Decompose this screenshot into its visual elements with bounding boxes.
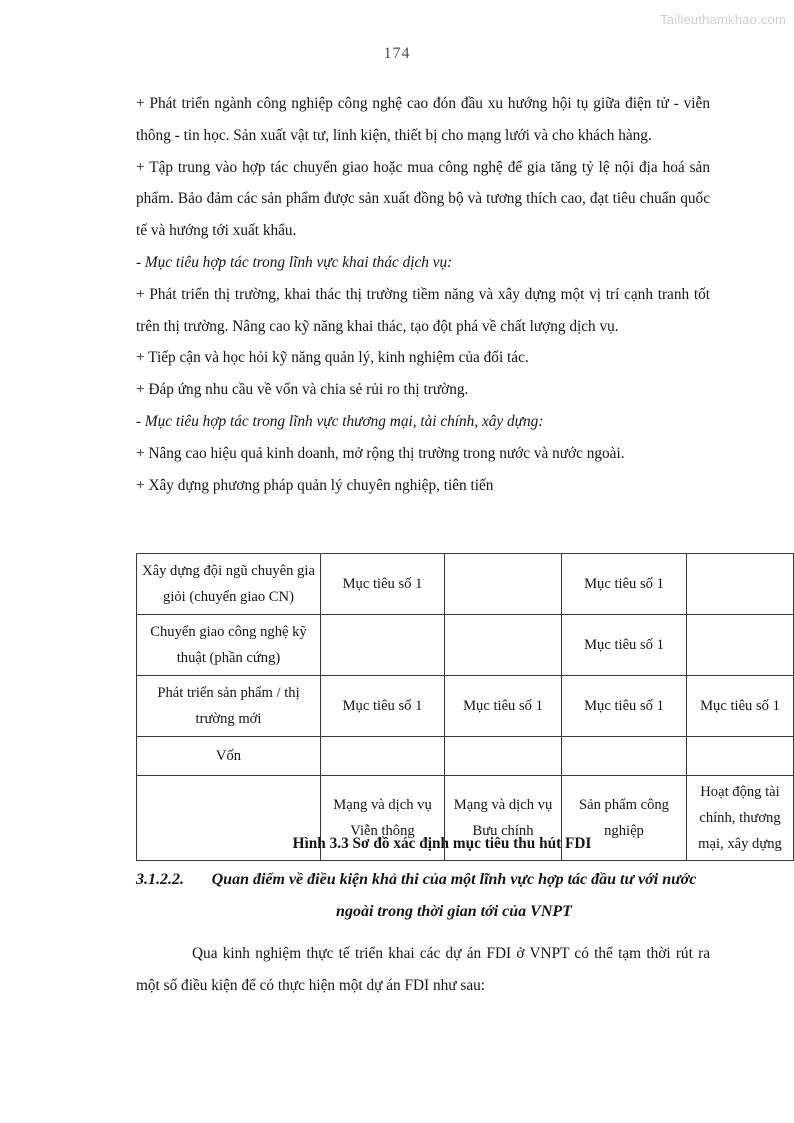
table-cell: Mục tiêu số 1 <box>687 676 794 737</box>
paragraph: + Phát triển ngành công nghiệp công nghệ cao đón đầu xu hướng hội tụ giữa điện tử - viễn thông - tin học. Sản xuất vật tư, linh kiện, thiết bị cho mạng lưới và cho khách hàng. <box>136 95 710 144</box>
table-cell: Mạng và dịch vụ Bưu chính <box>445 776 562 861</box>
subheading-italic: - Mục tiêu hợp tác trong lĩnh vực thương mại, tài chính, xây dựng: <box>136 412 544 430</box>
paragraph: + Tiếp cận và học hỏi kỹ năng quản lý, kinh nghiệm của đối tác. <box>136 349 529 367</box>
figure-caption: Hình 3.3 Sơ đồ xác định mục tiêu thu hút FDI <box>292 835 592 852</box>
paragraph: + Xây dựng phương pháp quản lý chuyên nghiệp, tiên tiến <box>136 476 494 494</box>
paragraph: + Đáp ứng nhu cầu về vốn và chia sẻ rủi ro thị trường. <box>136 381 469 399</box>
page-number: 174 <box>383 45 411 62</box>
table-cell: Mục tiêu số 1 <box>321 676 445 737</box>
paragraph: + Nâng cao hiệu quả kinh doanh, mở rộng thị trường trong nước và nước ngoài. <box>136 444 625 462</box>
table-cell: Sản phẩm công nghiệp <box>562 776 687 861</box>
table-cell: Vốn <box>137 737 321 776</box>
table-row <box>137 676 794 737</box>
table-cell <box>562 737 687 776</box>
section-title: Quan điểm về điều kiện khả thi của một lĩnh vực hợp tác đầu tư với nước ngoài trong thời gian tới của VNPT <box>211 871 697 920</box>
table-row <box>137 554 794 615</box>
table-cell <box>445 615 562 676</box>
table-cell <box>687 554 794 615</box>
table-row <box>137 737 794 776</box>
table-cell: Chuyển giao công nghệ kỹ thuật (phần cứng) <box>137 615 321 676</box>
fdi-objectives-table <box>136 553 794 861</box>
subheading-italic: - Mục tiêu hợp tác trong lĩnh vực khai thác dịch vụ: <box>136 253 453 271</box>
table-cell: Mạng và dịch vụ Viễn thông <box>321 776 445 861</box>
table-cell: Mục tiêu số 1 <box>445 676 562 737</box>
table-cell: Xây dựng đội ngũ chuyên gia giỏi (chuyển giao CN) <box>137 554 321 615</box>
table-cell <box>687 615 794 676</box>
closing-paragraph-block <box>136 938 710 1002</box>
table-cell: Hoạt động tài chính, thương mại, xây dựng <box>687 776 794 861</box>
paragraph: + Tập trung vào hợp tác chuyển giao hoặc mua công nghệ để gia tăng tỷ lệ nội địa hoá sản phẩm. Bảo đảm các sản phẩm được sản xuất đồng bộ và tương thích cao, đạt tiêu chuẩn quốc tế và hướng tới xuất khẩu. <box>136 158 710 240</box>
figure-table-container <box>136 553 782 861</box>
table-cell <box>687 737 794 776</box>
table-cell <box>445 554 562 615</box>
table-cell <box>321 615 445 676</box>
table-cell: Mục tiêu số 1 <box>321 554 445 615</box>
table-cell: Mục tiêu số 1 <box>562 676 687 737</box>
body-text-column <box>136 88 710 501</box>
table-cell <box>445 737 562 776</box>
table-cell: Mục tiêu số 1 <box>562 554 687 615</box>
table-cell: Mục tiêu số 1 <box>562 615 687 676</box>
paragraph: + Phát triển thị trường, khai thác thị trường tiềm năng và xây dựng một vị trí cạnh tranh tốt trên thị trường. Nâng cao kỹ năng khai thác, tạo đột phá về chất lượng dịch vụ. <box>136 285 710 335</box>
table-cell: Phát triển sản phẩm / thị trường mới <box>137 676 321 737</box>
table-row <box>137 615 794 676</box>
table-cell <box>321 737 445 776</box>
watermark-text: Tailieuthamkhao.com <box>660 12 786 27</box>
section-heading <box>136 864 716 928</box>
section-number: 3.1.2.2. <box>136 871 184 888</box>
paragraph: Qua kinh nghiệm thực tế triển khai các dự án FDI ở VNPT có thể tạm thời rút ra một số điều kiện để có thực hiện một dự án FDI như sau: <box>136 945 710 994</box>
